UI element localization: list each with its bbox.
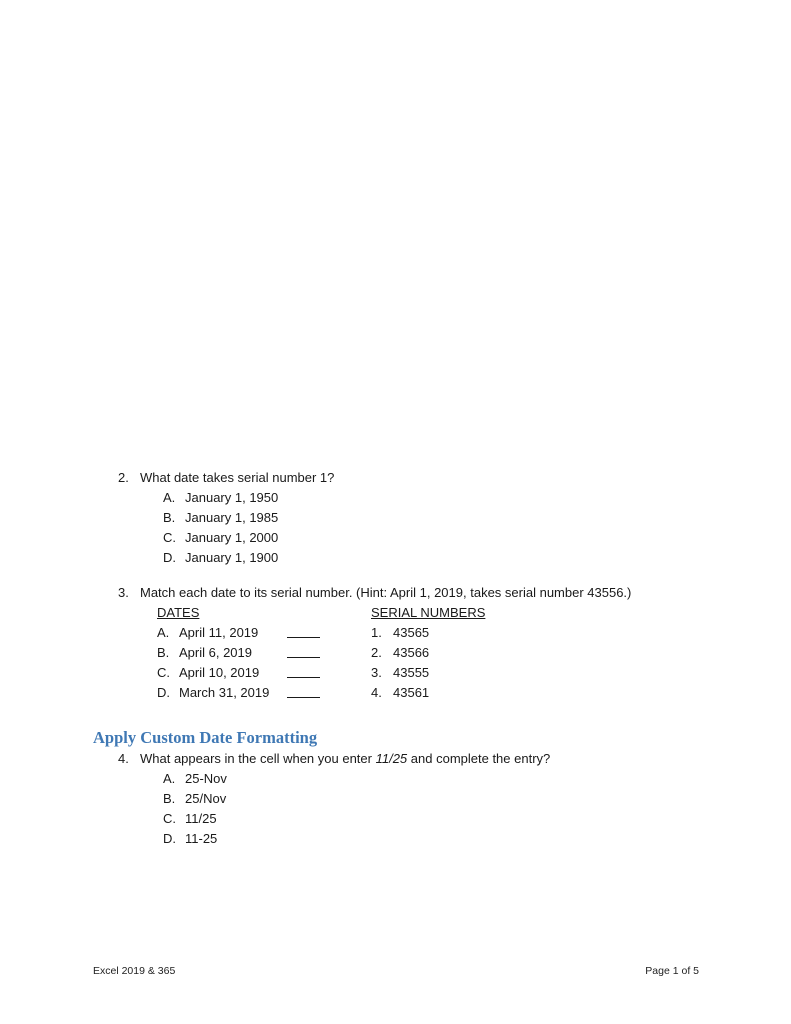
option-number: 1. xyxy=(371,625,382,640)
option-letter: D. xyxy=(163,831,176,846)
q4-option-b xyxy=(163,791,226,806)
option-text: 11/25 xyxy=(185,811,217,826)
serial-1 xyxy=(371,625,429,640)
option-letter: C. xyxy=(157,665,170,680)
option-letter: D. xyxy=(157,685,170,700)
answer-blank-a[interactable] xyxy=(287,628,320,638)
q4-option-a xyxy=(163,771,227,786)
date-c xyxy=(157,665,259,680)
option-letter: C. xyxy=(163,530,176,545)
option-text: 43566 xyxy=(393,645,430,660)
question-text-before: What appears in the cell when you enter xyxy=(140,751,376,766)
section-heading: Apply Custom Date Formatting xyxy=(93,728,318,747)
question-text: Match each date to its serial number. (Hint: April 1, 2019, takes serial number 43556.) xyxy=(140,585,632,600)
option-text: January 1, 2000 xyxy=(185,530,279,545)
option-text: January 1, 1900 xyxy=(185,550,279,565)
dates-header: DATES xyxy=(157,605,200,620)
option-number: 4. xyxy=(371,685,382,700)
option-letter: B. xyxy=(163,510,176,525)
serial-2 xyxy=(371,645,429,660)
option-number: 3. xyxy=(371,665,382,680)
question-number: 4. xyxy=(118,751,129,766)
q2-option-d xyxy=(163,550,278,565)
option-text: 43561 xyxy=(393,685,430,700)
question-text-emphasis: 11/25 xyxy=(375,751,408,766)
q4-option-d xyxy=(163,831,217,846)
option-letter: D. xyxy=(163,550,176,565)
question-number: 2. xyxy=(118,470,129,485)
option-text: March 31, 2019 xyxy=(179,685,270,700)
q2-option-a xyxy=(163,490,278,505)
answer-blank-b[interactable] xyxy=(287,648,320,658)
question-text xyxy=(140,751,550,766)
q4-option-c xyxy=(163,811,217,826)
question-text: What date takes serial number 1? xyxy=(140,470,335,485)
serial-4 xyxy=(371,685,429,700)
serial-numbers-header: SERIAL NUMBERS xyxy=(371,605,486,620)
option-text: 43565 xyxy=(393,625,430,640)
option-text: 43555 xyxy=(393,665,430,680)
option-letter: C. xyxy=(163,811,176,826)
q2-option-b xyxy=(163,510,278,525)
option-text: April 11, 2019 xyxy=(179,625,259,640)
option-text: April 6, 2019 xyxy=(179,645,252,660)
option-letter: A. xyxy=(163,490,176,505)
footer-page-number: Page 1 of 5 xyxy=(645,965,699,977)
footer-left: Excel 2019 & 365 xyxy=(93,965,176,977)
answer-blank-d[interactable] xyxy=(287,688,320,698)
serial-3 xyxy=(371,665,429,680)
answer-blank-c[interactable] xyxy=(287,668,320,678)
date-b xyxy=(157,645,252,660)
question-text-after: and complete the entry? xyxy=(407,751,551,766)
option-letter: A. xyxy=(163,771,176,786)
option-letter: A. xyxy=(157,625,170,640)
option-letter: B. xyxy=(163,791,176,806)
option-letter: B. xyxy=(157,645,170,660)
date-a xyxy=(157,625,258,640)
option-text: January 1, 1985 xyxy=(185,510,279,525)
option-text: 11-25 xyxy=(185,831,218,846)
option-text: April 10, 2019 xyxy=(179,665,260,680)
option-text: January 1, 1950 xyxy=(185,490,279,505)
date-d xyxy=(157,685,269,700)
question-number: 3. xyxy=(118,585,129,600)
option-text: 25-Nov xyxy=(185,771,227,786)
option-number: 2. xyxy=(371,645,382,660)
q2-option-c xyxy=(163,530,278,545)
option-text: 25/Nov xyxy=(185,791,227,806)
